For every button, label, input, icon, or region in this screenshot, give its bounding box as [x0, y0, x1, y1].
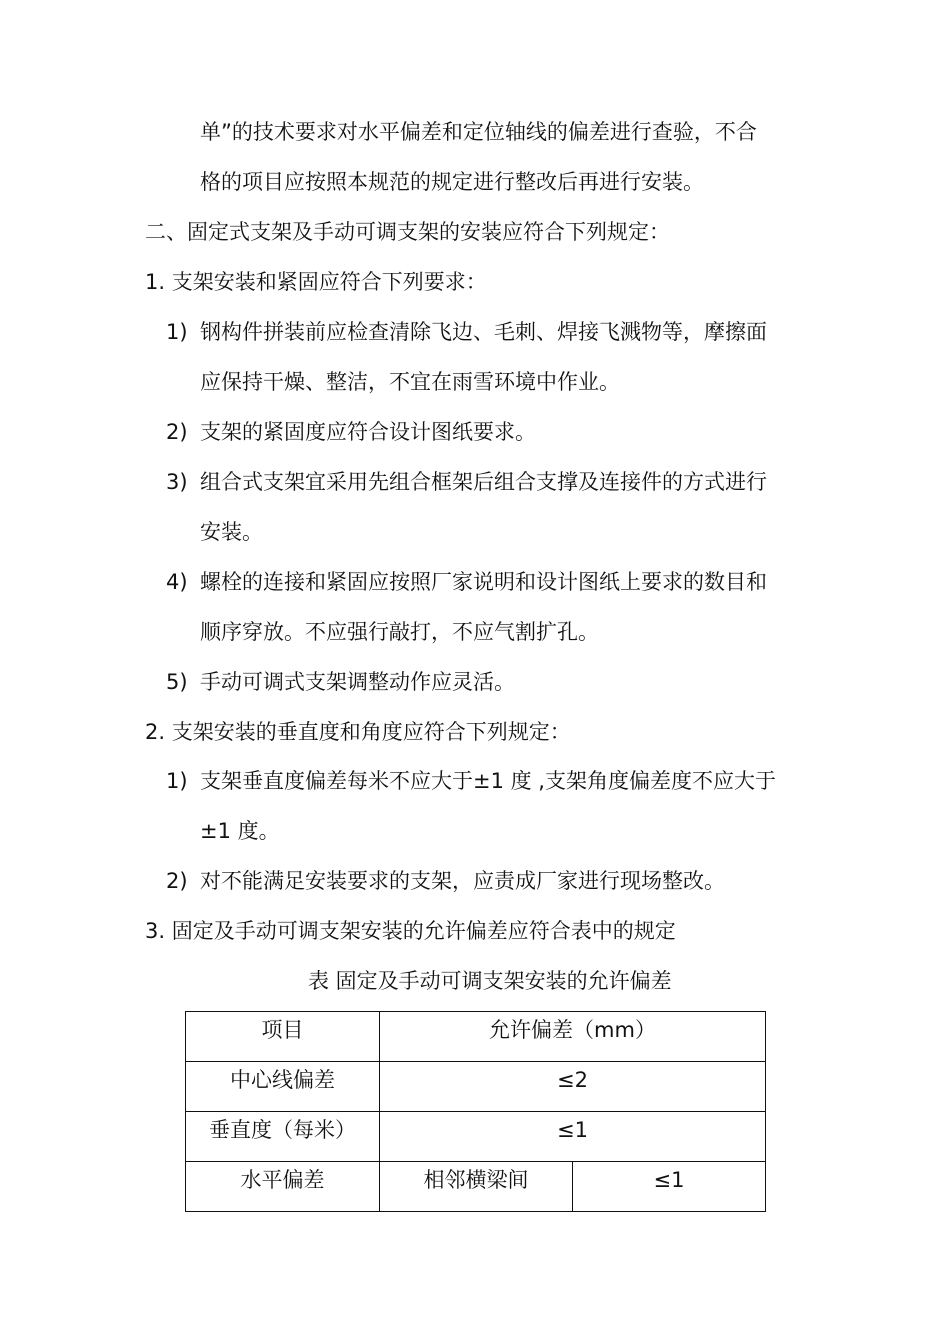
numbered-item-heading: 3. 固定及手动可调支架安装的允许偏差应符合表中的规定: [145, 919, 676, 943]
value-cell: ≤2: [380, 1062, 766, 1112]
sub-item-text: 支架的紧固度应符合设计图纸要求。: [200, 420, 536, 444]
sub-item-text: 手动可调式支架调整动作应灵活。: [200, 670, 515, 694]
header-tolerance-cell: 允许偏差（mm）: [380, 1012, 766, 1062]
sub-item-text: 组合式支架宜采用先组合框架后组合支撑及连接件的方式进行: [200, 470, 767, 494]
sub-item-text: 应保持干燥、整洁，不宜在雨雪环境中作业。: [200, 370, 620, 394]
sub-item-number: 4): [166, 570, 188, 594]
value-cell: ≤1: [573, 1162, 766, 1212]
sub-item-number: 2): [166, 420, 188, 444]
item-cell: 垂直度（每米）: [186, 1112, 380, 1162]
numbered-item-heading: 1. 支架安装和紧固应符合下列要求：: [145, 270, 487, 294]
sub-item-text: 钢构件拼装前应检查清除飞边、毛刺、焊接飞溅物等，摩擦面: [200, 320, 767, 344]
header-item-cell: 项目: [186, 1012, 380, 1062]
value-cell: ≤1: [380, 1112, 766, 1162]
item-cell: 中心线偏差: [186, 1062, 380, 1112]
table-row: [186, 1112, 766, 1162]
item-cell: 水平偏差: [186, 1162, 380, 1212]
table-row: [186, 1062, 766, 1112]
paragraph-line: 格的项目应按照本规范的规定进行整改后再进行安装。: [200, 170, 704, 194]
table-caption: 表 固定及手动可调支架安装的允许偏差: [308, 969, 672, 993]
sub-item-text: 顺序穿放。不应强行敲打，不应气割扩孔。: [200, 620, 599, 644]
sub-item-number: 5): [166, 670, 188, 694]
numbered-item-heading: 2. 支架安装的垂直度和角度应符合下列规定：: [145, 720, 571, 744]
sub-item-text: 螺栓的连接和紧固应按照厂家说明和设计图纸上要求的数目和: [200, 570, 767, 594]
sub-item-number: 2): [166, 869, 188, 893]
tolerance-table: [185, 1011, 766, 1212]
table-row: [186, 1162, 766, 1212]
sub-item-text: ±1 度。: [200, 819, 280, 843]
sub-item-number: 1): [166, 769, 188, 793]
sub-item-text: 支架垂直度偏差每米不应大于±1 度 ,支架角度偏差度不应大于: [200, 769, 776, 793]
sub-item-number: 3): [166, 470, 188, 494]
section-heading: 二、固定式支架及手动可调支架的安装应符合下列规定：: [145, 220, 670, 244]
table-header-row: [186, 1012, 766, 1062]
paragraph-line: 单”的技术要求对水平偏差和定位轴线的偏差进行查验，不合: [200, 120, 757, 144]
sub-item-cell: 相邻横梁间: [380, 1162, 573, 1212]
sub-item-text: 安装。: [200, 520, 263, 544]
sub-item-text: 对不能满足安装要求的支架，应责成厂家进行现场整改。: [200, 869, 725, 893]
sub-item-number: 1): [166, 320, 188, 344]
